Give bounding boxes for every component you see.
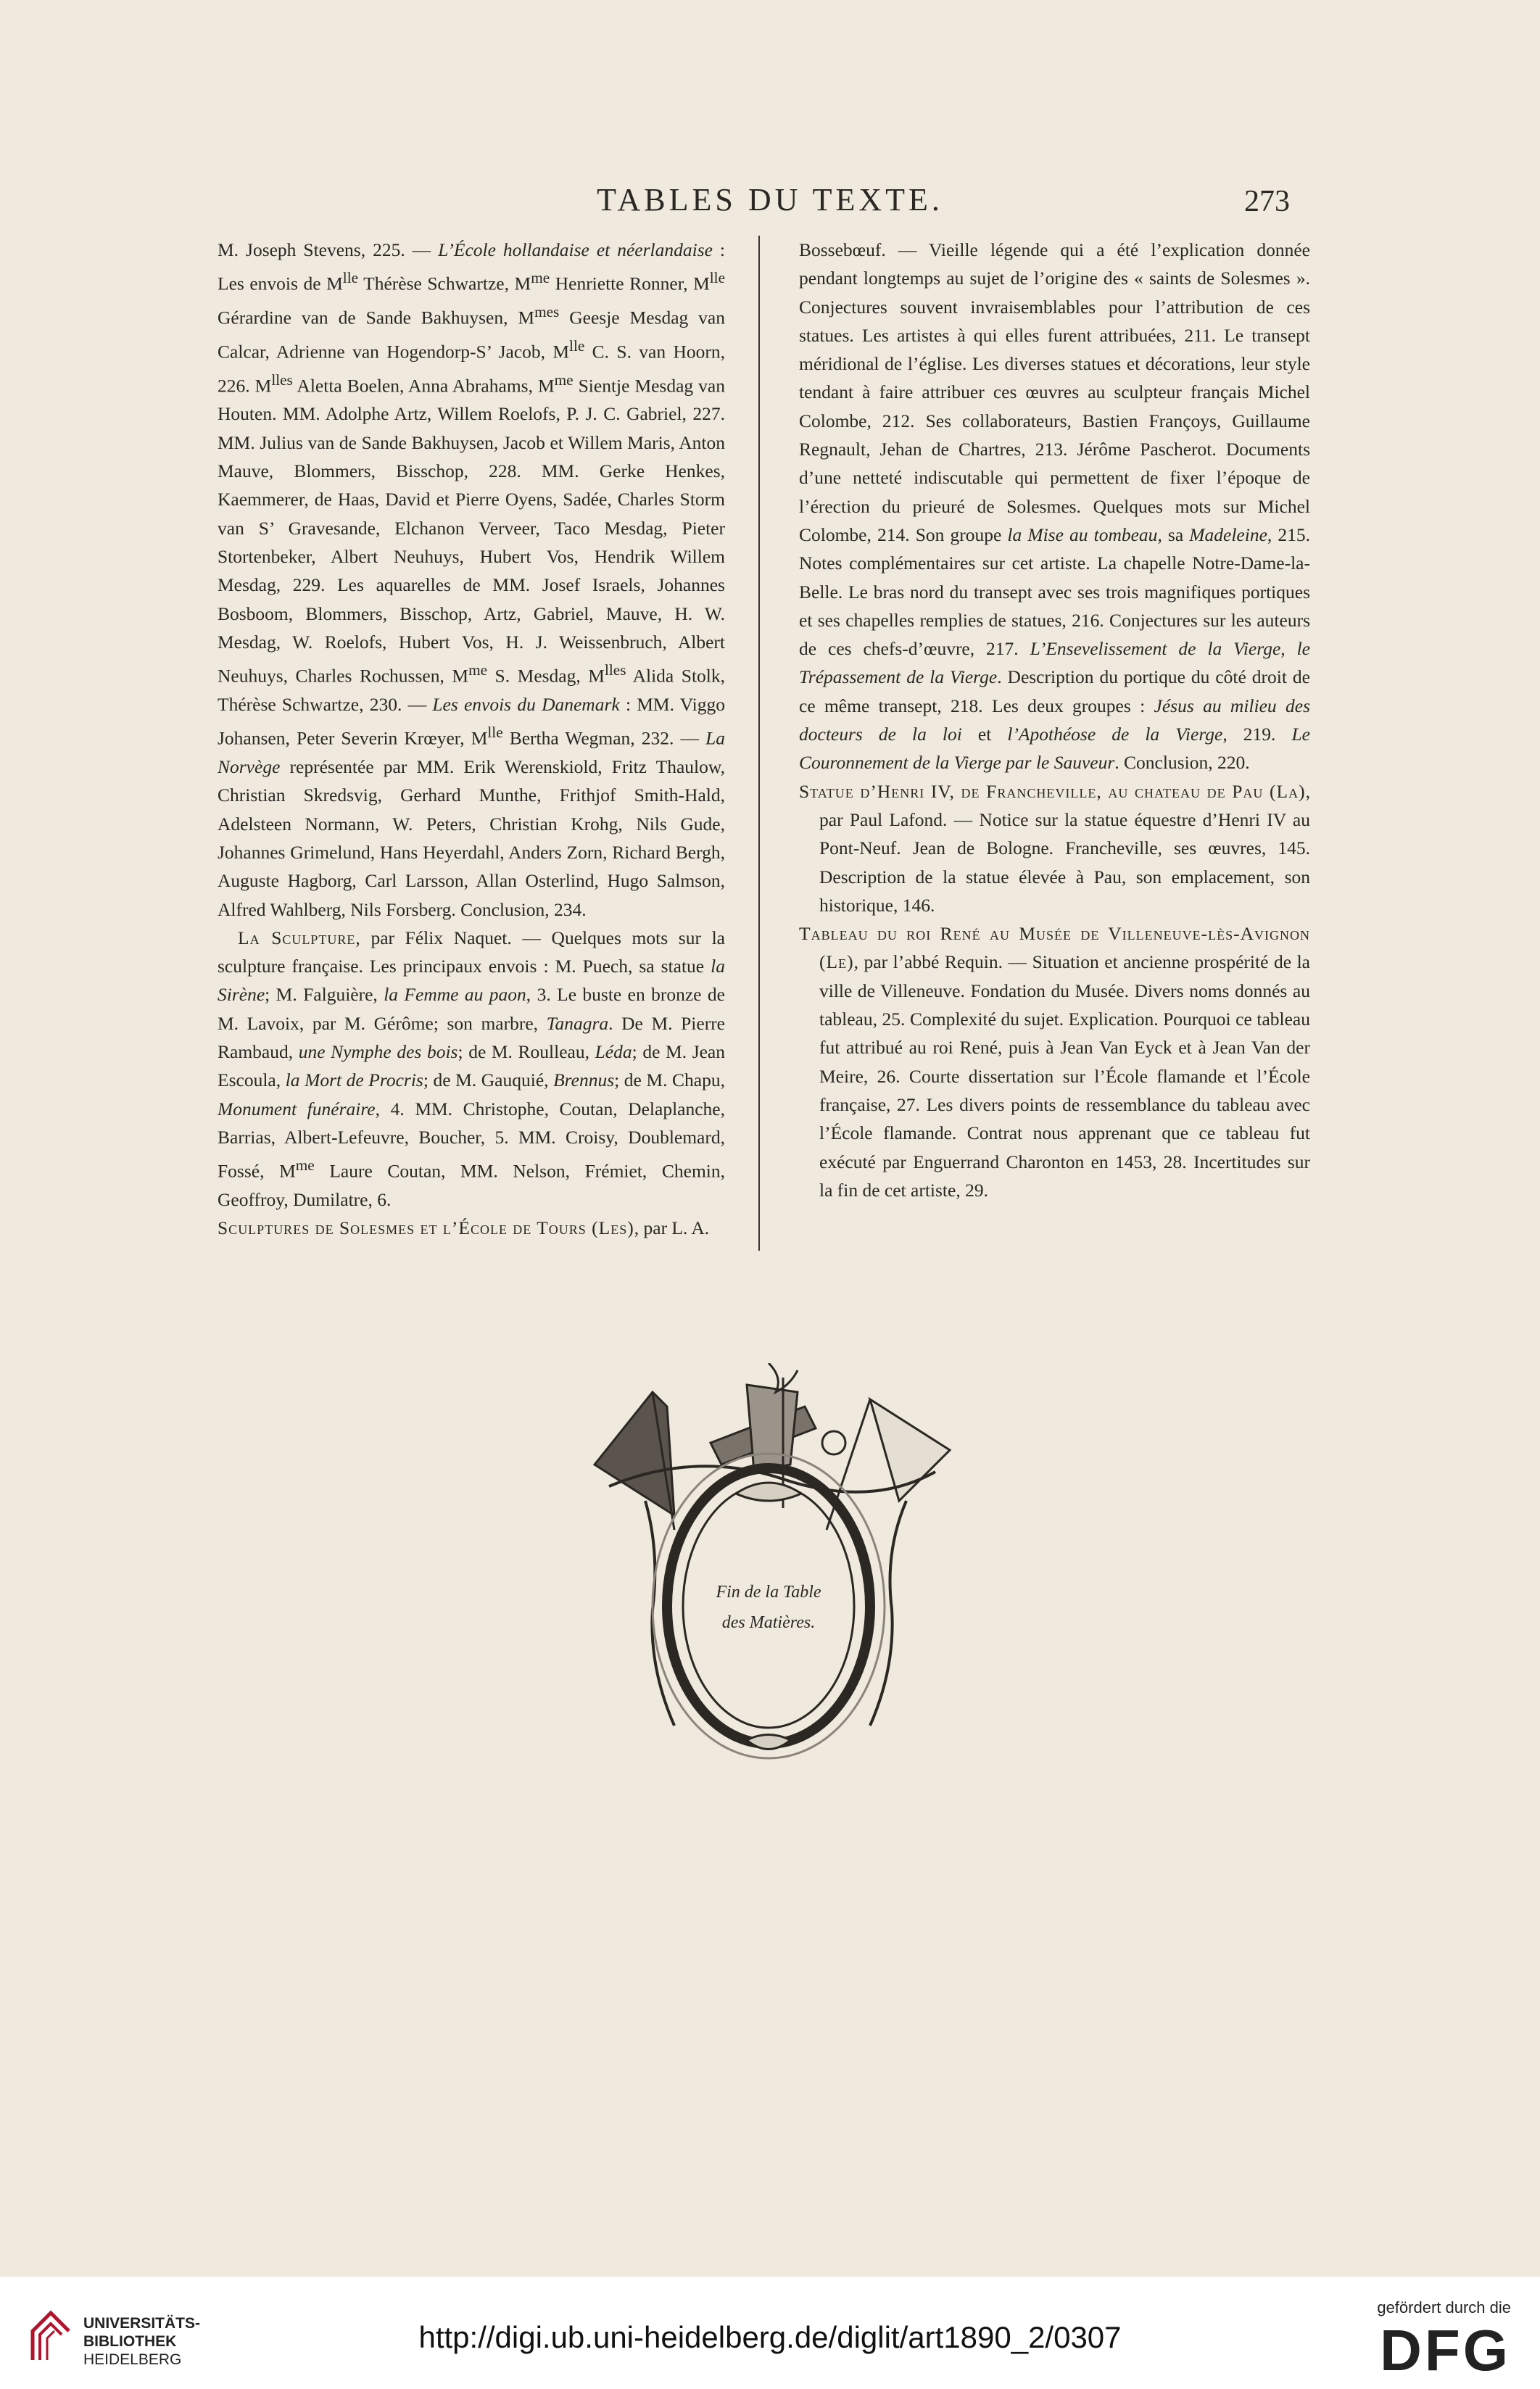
right-column-entry: Bossebœuf. — Vieille légende qui a été l’explication donnée pendant longtemps au sujet de l’origine des « saints de Solesmes ». Conjectures souvent invraisemblables pour l’attribution de ces statues. Les artistes à qui elles furent attribuées, 211. Le transept méridional de l’église. Les diverses statues et décorations, leur style tendant à faire attribuer ces œuvres au sculpteur français Michel Colombe, 212. Ses collaborateurs, Bastien Françoys, Guillaume Regnault, Jehan de Chartres, 213. Jérôme Pascherot. Documents d’une netteté indiscutable qui permettent de fixer l’époque de l’érection du prieuré de Solesmes. Quelques mots sur Michel Colombe, 214. Son groupe la Mise au tombeau, sa Madeleine, 215. Notes complémentaires sur cet artiste. La chapelle Notre-Dame-la-Belle. Le bras nord du transept avec ses trois magnifiques portiques et ses chapelles remplies de statues, 216. Conjectures sur les auteurs de ces chefs-d’œuvre, 217. L’Ensevelissement de la Vierge, le Trépassement de la Vierge. Description du portique du côté droit de ce même transept, 218. Les deux groupes : Jésus au milieu des docteurs de la loi et l’Apothéose de la Vierge, 219. Le Couronnement de la Vierge par le Sauveur. Conclusion, 220. (799, 239, 1310, 774)
right-column-entry: Statue d’Henri IV, de Francheville, au chateau de Pau (La), par Paul Lafond. — Notice sur la statue équestre d’Henri IV au Pont-Neuf. Jean de Bologne. Francheville, ses œuvres, 145. Description de la statue élevée à Pau, son emplacement, son historique, 146. (799, 780, 1310, 916)
running-title: TABLES DU TEXTE. (597, 182, 943, 218)
right-column-entry: Tableau du roi René au Musée de Villeneuve-lès-Avignon (Le), par l’abbé Requin. — Situation et ancienne prospérité de la ville de Villeneuve. Fondation du Musée. Divers noms donnés au tableau, 25. Complexité du sujet. Explication. Pourquoi ce tableau fut attribué au roi René, puis à Jean Van Eyck et à Jean Van der Meire, 26. Courte dissertation sur l’École flamande et l’École française, 27. Les divers points de ressemblance du tableau avec l’École flamande. Contrat nous apprenant que ce tableau fut exécuté par Enguerrand Charonton en 1453, 28. Incertitudes sur la fin de cet artiste, 29. (799, 923, 1310, 1201)
ornament-frame-icon (566, 1363, 972, 1769)
digitization-footer (0, 2277, 1540, 2389)
funding-caption: gefördert durch die (1377, 2298, 1511, 2316)
column-divider (758, 236, 760, 1251)
right-column (799, 236, 1310, 1204)
vignette-caption-line1: Fin de la Table (716, 1583, 821, 1602)
left-column (218, 236, 725, 1243)
left-column-entry: Sculptures de Solesmes et l’École de Tours (Les), par L. A. (218, 1217, 710, 1239)
page-number: 273 (1244, 185, 1290, 218)
left-column-entry: M. Joseph Stevens, 225. — L’École hollandaise et néerlandaise : Les envois de $M^{lle}$ Thérèse Schwartze, $M^{me}$ Henriette Ronner, $M^{lle}$ Gérardine van de Sande Bakhuysen, $M^{mes}$ Geesje Mesdag van Calcar, Adrienne van Hogendorp-S’ Jacob, $M^{lle}$ C. S. van Hoorn, 226. $M^{lles}$ Aletta Boelen, Anna Abrahams, $M^{me}$ Sientje Mesdag van Houten. MM. Adolphe Artz, Willem Roelofs, P. J. C. Gabriel, 227. MM. Julius van de Sande Bakhuysen, Jacob et Willem Maris, Anton Mauve, Blommers, Bisschop, 228. MM. Gerke Henkes, Kaemmerer, de Haas, David et Pierre Oyens, Sadée, Charles Storm van S’ Gravesande, Elchanon Verveer, Taco Mesdag, Pieter Stortenbeker, Albert Neuhuys, Hubert Vos, Hendrik Willem Mesdag, 229. Les aquarelles de MM. Josef Israels, Johannes Bosboom, Blommers, Bisschop, Artz, Gabriel, Mauve, H. W. Mesdag, W. Roelofs, Hubert Vos, H. J. Weissenbruch, Albert Neuhuys, Charles Rochussen, $M^{me}$ S. Mesdag, $M^{lles}$ Alida Stolk, Thérèse Schwartze, 230. — Les envois du Danemark : MM. Viggo Johansen, Peter Severin Krœyer, $M^{lle}$ Bertha Wegman, 232. — La Norvège représentée par MM. Erik Werenskiold, Fritz Thaulow, Christian Skredsvig, Gerhard Munthe, Frithjof Smith-Hald, Adelsteen Normann, W. Peters, Christian Krohg, Nils Gude, Johannes Grimelund, Hans Heyerdahl, Anders Zorn, Richard Bergh, Auguste Hagborg, Carl Larsson, Allan Osterlind, Hugo Salmson, Alfred Wahlberg, Nils Forsberg. Conclusion, 234. (218, 239, 726, 920)
end-vignette (566, 1363, 972, 1769)
permalink-url[interactable]: http://digi.ub.uni-heidelberg.de/diglit/art1890_2/0307 (418, 2320, 1122, 2354)
left-column-entry: La Sculpture, par Félix Naquet. — Quelques mots sur la sculpture française. Les principaux envois : M. Puech, sa statue la Sirène; M. Falguière, la Femme au paon, 3. Le buste en bronze de M. Lavoix, par M. Gérôme; son marbre, Tanagra. De M. Pierre Rambaud, une Nymphe des bois; de M. Roulleau, Léda; de M. Jean Escoula, la Mort de Procris; de M. Gauquié, Brennus; de M. Chapu, Monument funéraire, 4. MM. Christophe, Coutan, Delaplanche, Barrias, Albert-Lefeuvre, Boucher, 5. MM. Croisy, Doublemard, Fossé, $M^{me}$ Laure Coutan, MM. Nelson, Frémiet, Chemin, Geoffroy, Dumilatre, 6. (218, 927, 726, 1210)
library-name: UNIVERSITÄTS- BIBLIOTHEK HEIDELBERG (83, 2315, 201, 2368)
vignette-caption-line2: des Matières. (721, 1613, 816, 1632)
dfg-logo: DFG (1380, 2318, 1511, 2382)
running-head (0, 181, 1540, 225)
